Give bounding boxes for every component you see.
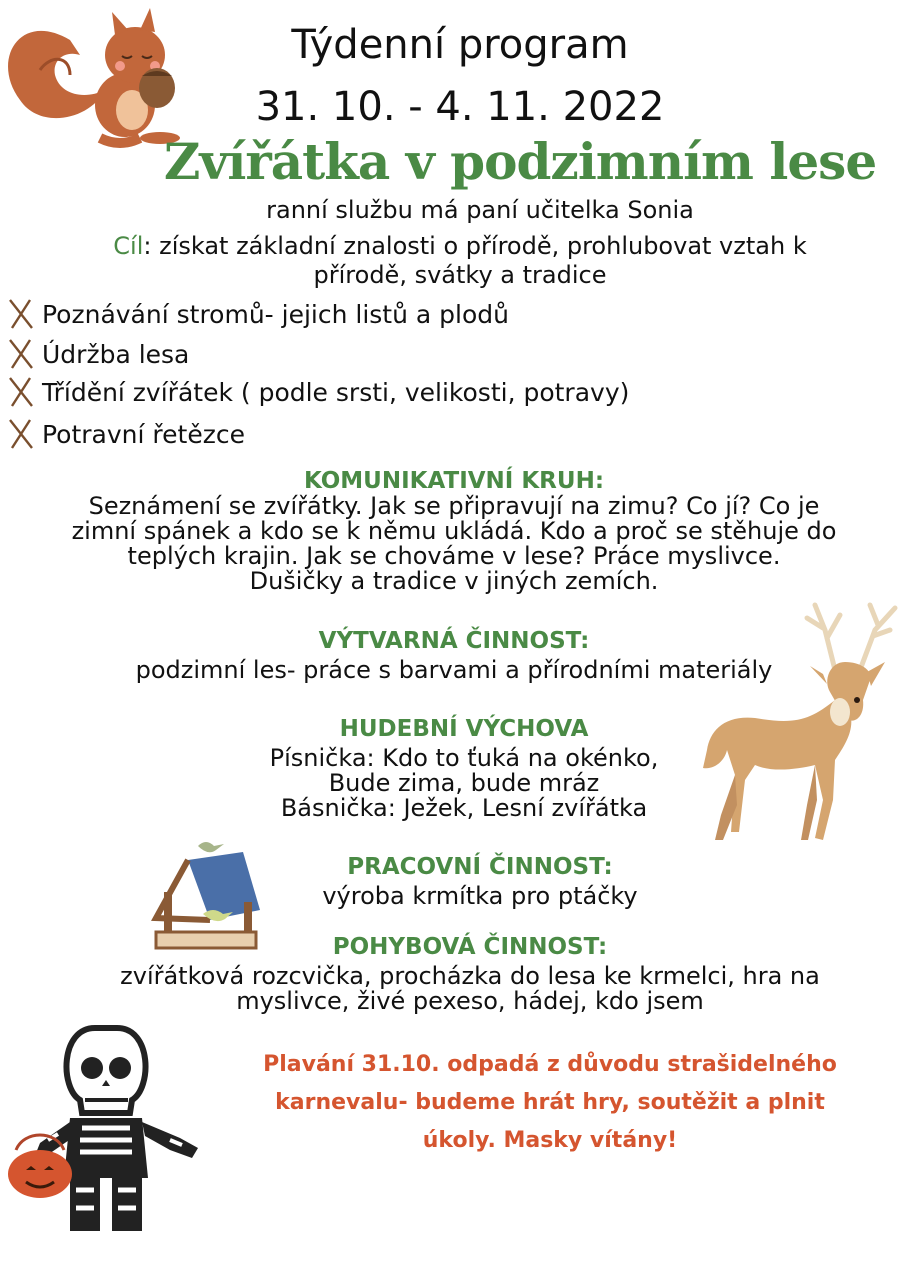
goal-text-continued: přírodě, svátky a tradice [313, 261, 607, 289]
week-theme: Zvířátka v podzimním lese [163, 132, 877, 191]
goal-block [40, 232, 880, 290]
swimming-notice [210, 1046, 890, 1160]
section-line: teplých krajin. Jak se chováme v lese? Práce myslivce. [127, 542, 781, 570]
topic-label: Poznávání stromů- jejich listů a plodů [42, 299, 509, 329]
week-dates: 31. 10. - 4. 11. 2022 [255, 84, 665, 130]
goal-label: Cíl [113, 232, 144, 260]
cross-bullet-icon [6, 336, 36, 372]
cross-bullet-icon [6, 374, 36, 410]
topic-item [6, 336, 189, 372]
notice-line: úkoly. Masky vítány! [422, 1128, 678, 1153]
section-body-hudebni [0, 746, 908, 821]
section-body-komunikativni [0, 494, 908, 594]
section-line: zimní spánek a kdo se k němu ukládá. Kdo a proč se stěhuje do [71, 517, 837, 545]
section-heading-pohybova: POHYBOVÁ ČINNOST: [332, 934, 608, 960]
section-line: myslivce, živé pexeso, hádej, kdo jsem [236, 987, 704, 1015]
notice-line: karnevalu- budeme hrát hry, soutěžit a plnit [275, 1090, 825, 1115]
section-body-pohybova [0, 964, 908, 1014]
section-heading-hudebni: HUDEBNÍ VÝCHOVA [339, 716, 589, 742]
section-line: Básnička: Ježek, Lesní zvířátka [280, 794, 648, 822]
topic-item [6, 374, 629, 410]
section-body-pracovni [0, 884, 908, 909]
topic-item [6, 296, 509, 332]
topic-label: Údržba lesa [42, 339, 190, 369]
section-heading-komunikativni: KOMUNIKATIVNÍ KRUH: [303, 468, 605, 494]
notice-line: Plavání 31.10. odpadá z důvodu strašidelného [263, 1052, 837, 1077]
section-line: zvířátková rozcvička, procházka do lesa ke krmelci, hra na [120, 962, 820, 990]
section-heading-vytvarna: VÝTVARNÁ ČINNOST: [318, 628, 590, 654]
page-title: Týdenní program [291, 22, 629, 68]
section-heading-pracovni: PRACOVNÍ ČINNOST: [347, 854, 613, 880]
topic-label: Potravní řetězce [42, 419, 245, 449]
topic-item [6, 416, 245, 452]
section-line: výroba krmítka pro ptáčky [322, 882, 638, 910]
topic-label: Třídění zvířátek ( podle srsti, velikosti, potravy) [42, 377, 630, 407]
section-line: Dušičky a tradice v jiných zemích. [249, 567, 659, 595]
section-line: Bude zima, bude mráz [328, 769, 600, 797]
cross-bullet-icon [6, 416, 36, 452]
section-line: Písnička: Kdo to ťuká na okénko, [269, 744, 659, 772]
goal-text: : získat základní znalosti o přírodě, prohlubovat vztah k [143, 232, 807, 260]
cross-bullet-icon [6, 296, 36, 332]
section-line: Seznámení se zvířátky. Jak se připravují na zimu? Co jí? Co je [88, 492, 820, 520]
section-line: podzimní les- práce s barvami a přírodními materiály [135, 656, 773, 684]
pumpkin-illustration [4, 1130, 76, 1202]
morning-service-note: ranní službu má paní učitelka Sonia [266, 196, 694, 224]
